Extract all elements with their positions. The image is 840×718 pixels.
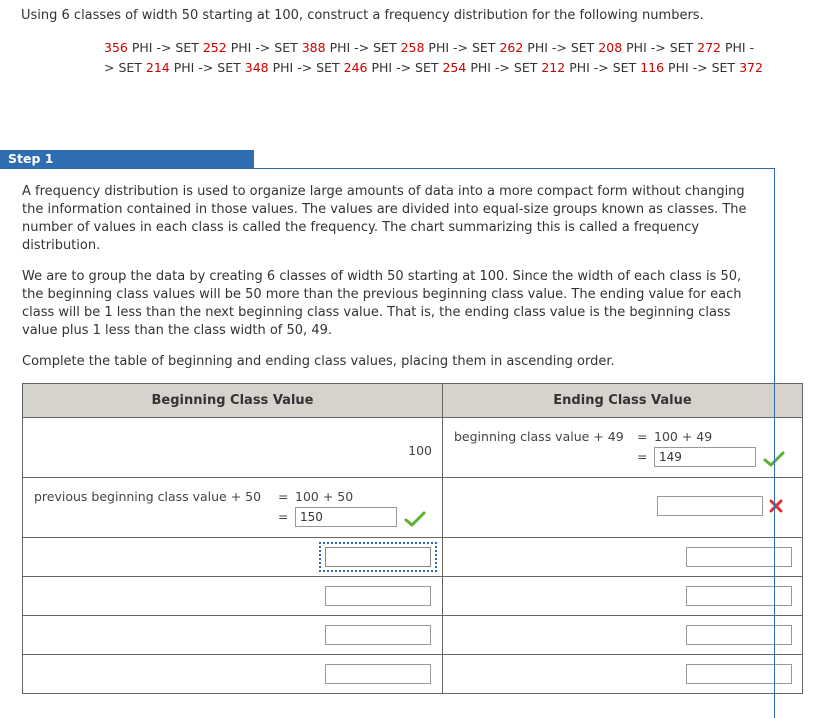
step-title: Step 1 (0, 150, 254, 168)
step-paragraph-1: A frequency distribution is used to organize large amounts of data into a more compact form without changing the information contained in those values. The values are divided into equal-size groups known as classes. The number of values in each class is called the frequency. The chart summarizing this is called a frequency distribution. (22, 184, 747, 253)
cell-begin (23, 577, 443, 616)
cell-begin (23, 418, 443, 478)
data-number: 388 (301, 40, 326, 55)
table-row (23, 478, 803, 538)
begin-eq2: = (278, 509, 289, 524)
cell-begin (23, 655, 443, 694)
step-paragraph-2: We are to group the data by creating 6 classes of width 50 starting at 100. Since the width of each class is 50, the beginning class values will be 50 more than the previous beginning class value. The ending value for each class will be 1 less than the next beginning class value. That is, the ending class value is the beginning class value plus 1 less than the class width of 50, 49. (22, 269, 742, 338)
begin-formula-label: previous beginning class value + 50 (34, 489, 262, 504)
col-header-end: Ending Class Value (443, 384, 803, 418)
step-panel-edge (774, 380, 775, 718)
x-icon (767, 497, 785, 515)
data-number: 258 (400, 40, 425, 55)
end-answer-input-6[interactable] (686, 664, 792, 684)
data-number: 214 (145, 60, 170, 75)
separator-text: PHI -> SET (569, 60, 637, 75)
cell-end (443, 538, 803, 577)
cell-end (443, 616, 803, 655)
separator-text: PHI -> SET (173, 60, 241, 75)
end-answer-input-4[interactable] (686, 586, 792, 606)
data-number: 252 (202, 40, 227, 55)
separator-text: PHI -> SET (329, 40, 397, 55)
cell-end (443, 577, 803, 616)
separator-text: PHI -> SET (104, 40, 755, 75)
step-paragraph-3: Complete the table of beginning and ending class values, placing them in ascending order. (22, 354, 615, 369)
separator-text: PHI -> SET (527, 40, 595, 55)
data-number: 116 (640, 60, 665, 75)
end-answer-input-5[interactable] (686, 625, 792, 645)
cell-end (443, 478, 803, 538)
data-number: 262 (499, 40, 524, 55)
data-number: 246 (343, 60, 368, 75)
end-answer-input-3[interactable] (686, 547, 792, 567)
begin-answer-input-2[interactable] (295, 507, 397, 527)
problem-intro: Using 6 classes of width 50 starting at 100, construct a frequency distribution for the following numbers. (21, 8, 704, 23)
end-formula-rhs: 100 + 49 (654, 429, 713, 444)
end-formula-eq: = (637, 429, 648, 444)
end-formula-label: beginning class value + 49 (454, 429, 624, 444)
table-row (23, 418, 803, 478)
begin-answer-input-6[interactable] (325, 664, 431, 684)
begin-answer-input-5[interactable] (325, 625, 431, 645)
separator-text: PHI -> SET (626, 40, 694, 55)
number-list (104, 38, 764, 78)
check-icon (404, 510, 426, 528)
separator-text: PHI -> SET (470, 60, 538, 75)
table-row (23, 655, 803, 694)
end-eq2: = (637, 449, 648, 464)
begin-value: 100 (408, 443, 432, 458)
cell-end (443, 655, 803, 694)
col-header-begin: Beginning Class Value (23, 384, 443, 418)
separator-text: PHI -> SET (230, 40, 298, 55)
table-row (23, 616, 803, 655)
cell-begin (23, 538, 443, 577)
separator-text: PHI -> SET (371, 60, 439, 75)
data-number: 272 (697, 40, 722, 55)
separator-text: PHI -> SET (428, 40, 496, 55)
table-row (23, 577, 803, 616)
table-row (23, 538, 803, 577)
separator-text: PHI -> SET (668, 60, 736, 75)
begin-formula-eq: = (278, 489, 289, 504)
data-number: 356 (104, 40, 128, 55)
class-table (22, 383, 803, 694)
data-number: 212 (541, 60, 566, 75)
data-number: 208 (598, 40, 623, 55)
end-answer-input-1[interactable] (654, 447, 756, 467)
separator-text: PHI -> SET (272, 60, 340, 75)
cell-end (443, 418, 803, 478)
cell-begin (23, 478, 443, 538)
cell-begin (23, 616, 443, 655)
data-number: 254 (442, 60, 467, 75)
end-answer-input-2[interactable] (657, 496, 763, 516)
begin-answer-input-4[interactable] (325, 586, 431, 606)
data-number: 348 (244, 60, 269, 75)
begin-formula-rhs: 100 + 50 (295, 489, 354, 504)
data-number: 372 (739, 60, 763, 75)
begin-answer-input-3[interactable] (325, 547, 431, 567)
separator-text: PHI -> SET (131, 40, 199, 55)
